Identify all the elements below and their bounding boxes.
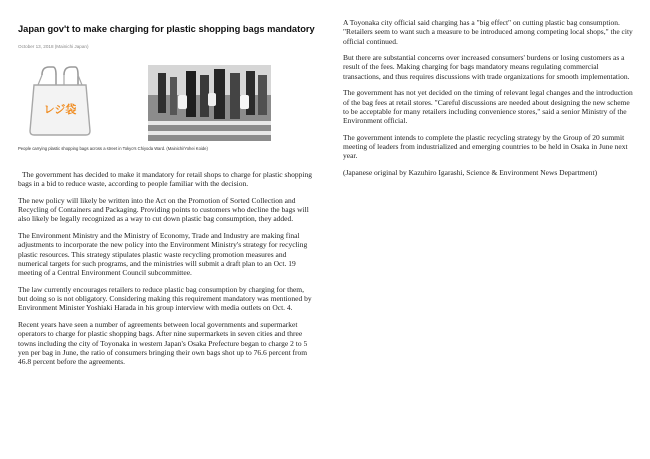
article-paragraph: The law currently encourages retailers to reduce plastic bag consumption by charging for them, but doing so is not obligatory. Considering making this requirement mandatory was mentioned by Environment Minister Yoshiaki Harada in his group interview with media outlets on Oct. 4.: [18, 284, 312, 313]
article-paragraph: The government has not yet decided on the timing of relevant legal changes and the introduction of the bag fees at retail stores. "Careful discussions are needed about designing the new scheme to be acceptable for many retailers including convenience stores," said a senior Ministry of the Environment official.: [343, 88, 633, 126]
article-dateline: October 13, 2018 (Mainichi Japan): [18, 44, 89, 49]
article-photo: [18, 63, 315, 143]
article-credit: (Japanese original by Kazuhiro Igarashi, Science & Environment News Department): [343, 168, 598, 178]
article-paragraph: The government has decided to make it mandatory for retail shops to charge for plastic shopping bags in a bid to reduce waste, according to people familiar with the decision.: [18, 170, 312, 189]
article-paragraph: The Environment Ministry and the Ministry of Economy, Trade and Industry are making final adjustments to incorporate the new policy into the Environment Ministry's strategy for recycling plastic resources. This strategy stipulates plastic waste recycling promotion measures and numerical targets for such programs, and the ministries will submit a draft plan to an Oct. 19 meeting of a Central Environment Council subcommittee.: [18, 231, 308, 278]
photo-caption: People carrying plastic shopping bags across a street in Tokyo's Chiyoda Ward. (Mainichi/Yohei Koide): [18, 146, 208, 151]
right-column: [343, 18, 635, 185]
article-paragraph: But there are substantial concerns over increased consumers' burdens or losing customers as a result of the fees. Making charging for bags mandatory means regulating commercial transactions, and thus requires discussions with trade organizations for smooth implementation.: [343, 53, 630, 81]
street-photo: [148, 65, 271, 141]
article-headline: Japan gov't to make charging for plastic shopping bags mandatory: [18, 24, 315, 34]
article-body-left: [18, 170, 315, 374]
article-paragraph: The new policy will likely be written into the Act on the Promotion of Sorted Collection and Recycling of Containers and Packaging. Providing points to customers who decline the bags will also likely be legally recognized as a way to cut down plastic bag consumption, they added.: [18, 195, 309, 224]
plastic-bag-illustration: [20, 65, 140, 141]
article-paragraph: Recent years have seen a number of agreements between local governments and supermarket operators to charge for plastic shopping bags. After nine supermarkets in seven cities and three towns including the city of Toyonaka in western Japan's Osaka Prefecture began to charge 2 to 5 yen per bag in June, the ratio of consumers bringing their own bags shot up to 76.6 percent from 46.8 percent before the agreements.: [18, 320, 308, 367]
article-paragraph: The government intends to complete the plastic recycling strategy by the Group of 20 summit meeting of leaders from industrialized and emerging countries to be held in Osaka in June next year.: [343, 132, 628, 161]
article-paragraph: A Toyonaka city official said charging has a "big effect" on cutting plastic bag consumption. "Retailers seem to want such a measure to be introduced among competing local shops," the city official continued.: [343, 18, 633, 46]
bag-label-text: レジ袋: [43, 103, 77, 116]
